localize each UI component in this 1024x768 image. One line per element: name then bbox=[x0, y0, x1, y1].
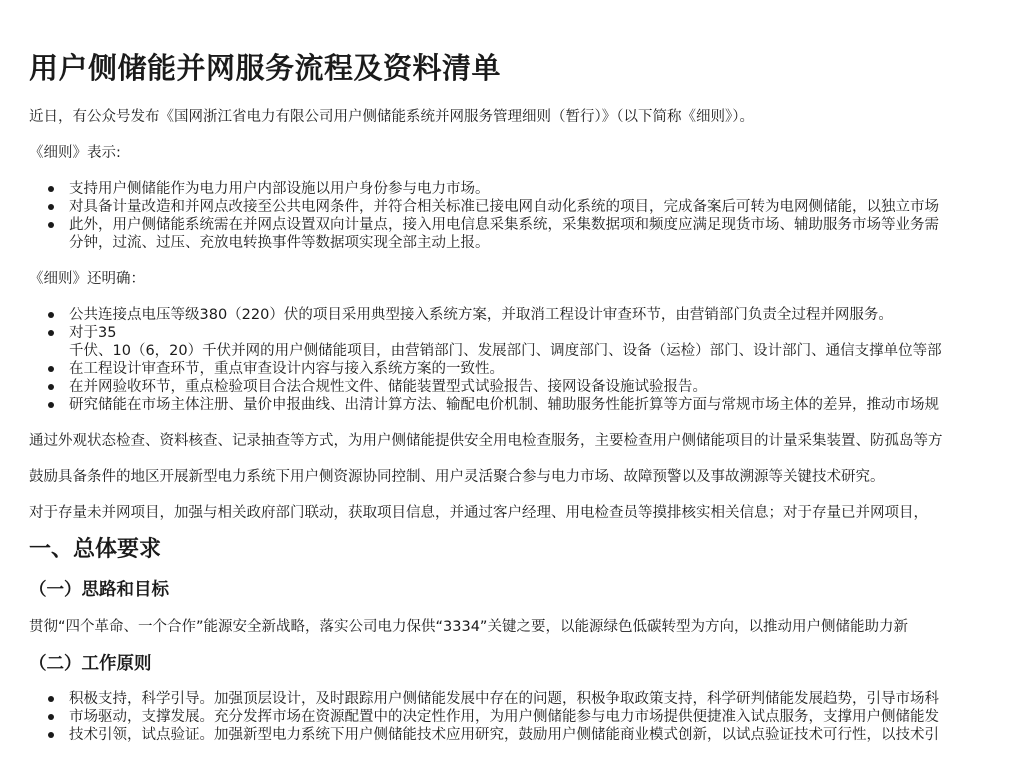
list-item: 市场驱动，支撑发展。充分发挥市场在资源配置中的决定性作用，为用户侧储能参与电力市场提供便捷准入试点服务，支撑用户侧储能发 bbox=[69, 708, 1024, 726]
article-body bbox=[29, 48, 1024, 744]
rules-list-1 bbox=[29, 180, 1024, 252]
stock-projects-paragraph: 对于存量未并网项目，加强与相关政府部门联动，获取项目信息，并通过客户经理、用电检查员等摸排核实相关信息；对于存量已并网项目， bbox=[29, 505, 928, 521]
rules-lead-2: 《细则》还明确： bbox=[29, 271, 145, 287]
goal-paragraph: 贯彻“四个革命、一个合作”能源安全新战略，落实公司电力保供“3334”关键之要，以能源绿色低碳转型为方向，以推动用户侧储能助力新 bbox=[29, 619, 908, 635]
list-item: 对于35 千伏、10（6，20）千伏并网的用户侧储能项目，由营销部门、发展部门、调度部门、设备（运检）部门、设计部门、通信支撑单位等部 bbox=[69, 324, 1024, 360]
list-item: 此外，用户侧储能系统需在并网点设置双向计量点，接入用电信息采集系统，采集数据项和频度应满足现货市场、辅助服务市场等业务需 分钟，过流、过压、充放电转换事件等数据项实现全部主动上报。 bbox=[69, 216, 1024, 252]
list-item: 公共连接点电压等级380（220）伏的项目采用典型接入系统方案，并取消工程设计审查环节，由营销部门负责全过程并网服务。 bbox=[69, 306, 1024, 324]
principles-list bbox=[29, 690, 1024, 744]
research-paragraph: 鼓励具备条件的地区开展新型电力系统下用户侧资源协同控制、用户灵活聚合参与电力市场、故障预警以及事故溯源等关键技术研究。 bbox=[29, 469, 885, 485]
list-item: 支持用户侧储能作为电力用户内部设施以用户身份参与电力市场。 bbox=[69, 180, 1024, 198]
list-item: 对具备计量改造和并网点改接至公共电网条件，并符合相关标准已接电网自动化系统的项目，完成备案后可转为电网侧储能，以独立市场 bbox=[69, 198, 1024, 216]
list-item: 在工程设计审查环节，重点审查设计内容与接入系统方案的一致性。 bbox=[69, 360, 1024, 378]
list-item: 研究储能在市场主体注册、量价申报曲线、出清计算方法、输配电价机制、辅助服务性能折算等方面与常规市场主体的差异，推动市场规 bbox=[69, 396, 1024, 414]
rules-lead-1: 《细则》表示: bbox=[29, 145, 121, 161]
list-item: 技术引领，试点验证。加强新型电力系统下用户侧储能技术应用研究，鼓励用户侧储能商业模式创新，以试点验证技术可行性，以技术引 bbox=[69, 726, 1024, 744]
list-item: 积极支持，科学引导。加强顶层设计，及时跟踪用户侧储能发展中存在的问题，积极争取政策支持，科学研判储能发展趋势，引导市场科 bbox=[69, 690, 1024, 708]
page-title: 用户侧储能并网服务流程及资料清单 bbox=[29, 51, 502, 85]
rules-list-2 bbox=[29, 306, 1024, 414]
intro-paragraph: 近日，有公众号发布《国网浙江省电力有限公司用户侧储能系统并网服务管理细则（暂行）》（以下简称《细则》）。 bbox=[29, 109, 754, 125]
section-heading-overall: 一、总体要求 bbox=[29, 537, 162, 562]
subsection-heading-principle: （二）工作原则 bbox=[29, 654, 152, 674]
subsection-heading-goal: （一）思路和目标 bbox=[29, 580, 169, 600]
list-item: 在并网验收环节，重点检验项目合法合规性文件、储能装置型式试验报告、接网设备设施试验报告。 bbox=[69, 378, 1024, 396]
safety-check-paragraph: 通过外观状态检查、资料核查、记录抽查等方式，为用户侧储能提供安全用电检查服务，主要检查用户侧储能项目的计量采集装置、防孤岛等方 bbox=[29, 433, 943, 449]
